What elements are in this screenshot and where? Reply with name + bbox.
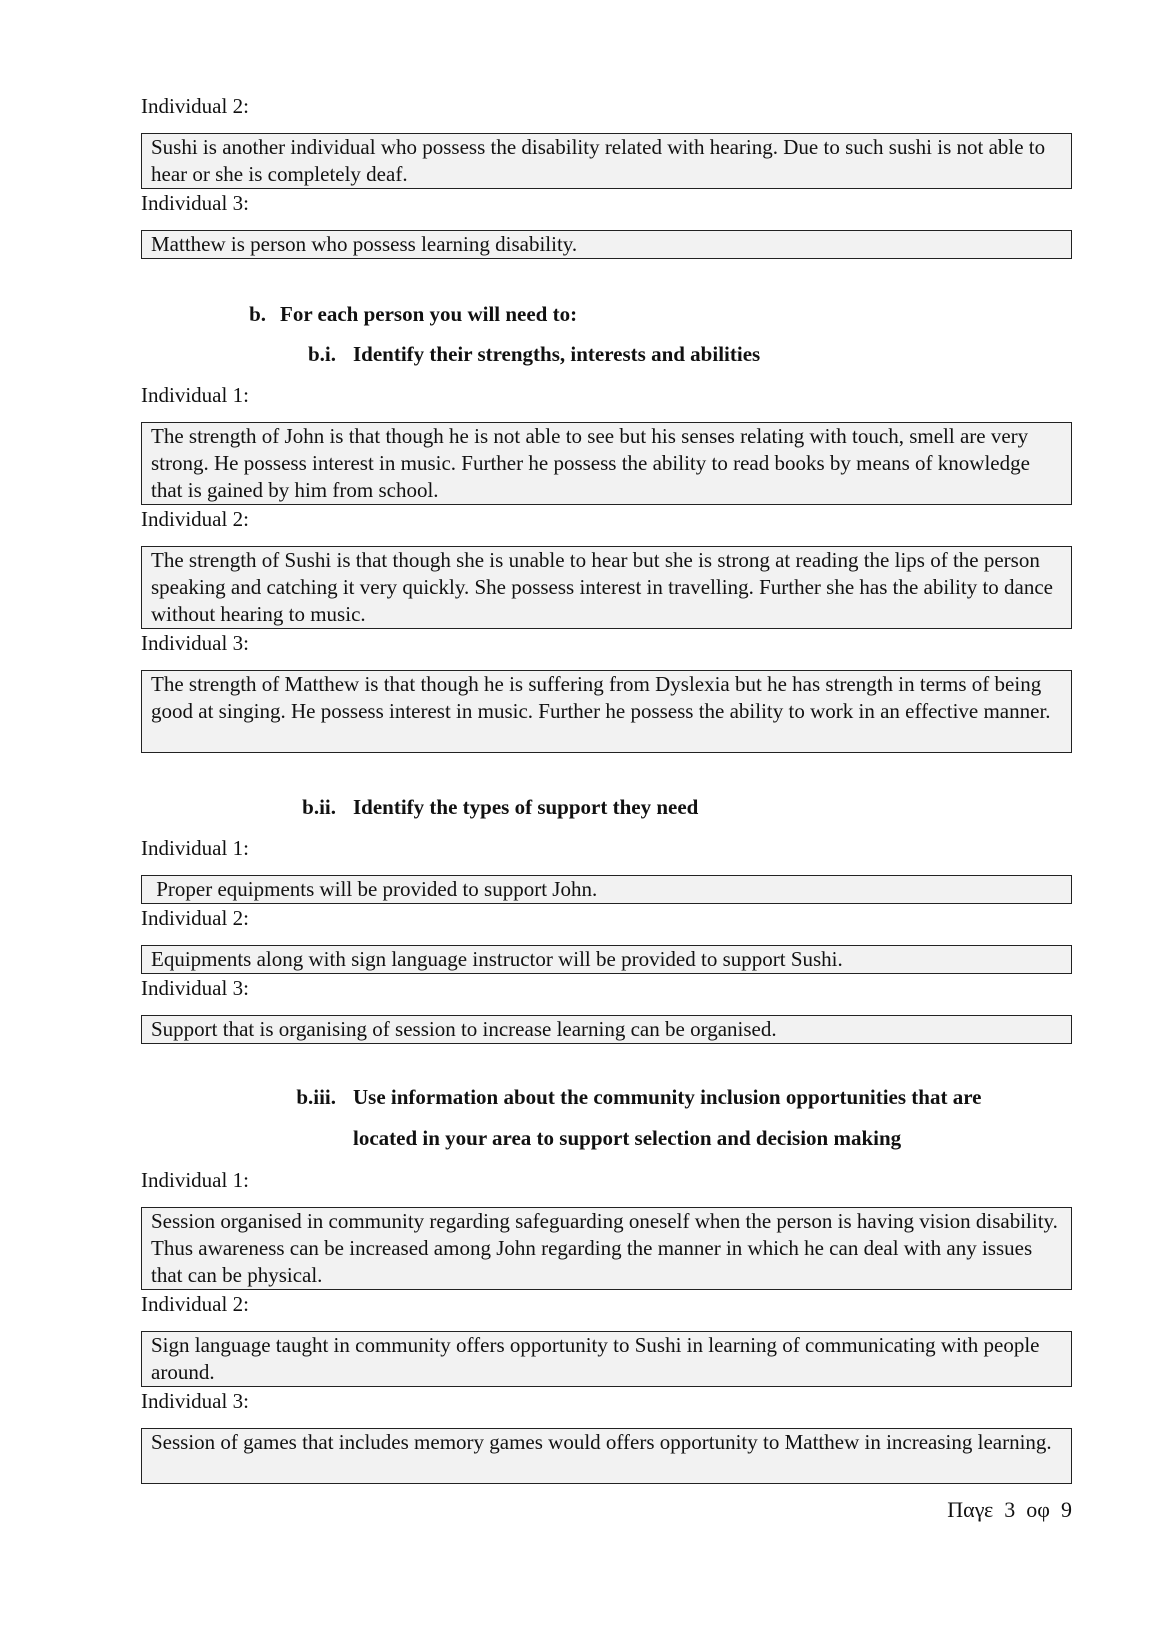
section-bi-number: b.i.: [307, 342, 336, 366]
biii-individual-1-box: Session organised in community regarding safeguarding oneself when the person is having vision disability. Thus awareness can be increased among John regarding the manner in which he can deal with any issues that can be physical.: [141, 1207, 1072, 1290]
bii-individual-2-box: Equipments along with sign language instructor will be provided to support Sushi.: [141, 945, 1072, 974]
bi-individual-2-box: The strength of Sushi is that though she is unable to hear but she is strong at reading the lips of the person speaking and catching it very quickly. She possess interest in travelling. Further she has the ability to dance without hearing to music.: [141, 546, 1072, 629]
bii-individual-3-box: Support that is organising of session to increase learning can be organised.: [141, 1015, 1072, 1044]
section-biii-heading: [290, 1084, 981, 1110]
biii-individual-1-label: Individual 1:: [141, 1168, 249, 1192]
bii-individual-3-label: Individual 3:: [141, 976, 249, 1000]
bi-individual-1-box: The strength of John is that though he is not able to see but his senses relating with touch, smell are very strong. He possess interest in music. Further he possess the ability to read books by means of knowledge that is gained by him from school.: [141, 422, 1072, 505]
section-bii-heading: [290, 794, 698, 820]
bi-individual-3-label: Individual 3:: [141, 631, 249, 655]
individual-3-label: Individual 3:: [141, 191, 249, 215]
section-bii-title: Identify the types of support they need: [353, 795, 699, 819]
biii-individual-3-label: Individual 3:: [141, 1389, 249, 1413]
section-bii-number: b.ii.: [302, 795, 336, 819]
section-biii-title-line2: located in your area to support selection and decision making: [353, 1126, 902, 1150]
bi-individual-1-label: Individual 1:: [141, 383, 249, 407]
bii-individual-1-label: Individual 1:: [141, 836, 249, 860]
section-biii-title-line1: Use information about the community inclusion opportunities that are: [353, 1085, 982, 1109]
biii-individual-2-label: Individual 2:: [141, 1292, 249, 1316]
biii-individual-3-box: Session of games that includes memory games would offers opportunity to Matthew in increasing learning.: [141, 1428, 1072, 1484]
bii-individual-2-label: Individual 2:: [141, 906, 249, 930]
individual-2-label: Individual 2:: [141, 94, 249, 118]
section-b-number: b.: [249, 302, 266, 326]
bi-individual-2-label: Individual 2:: [141, 507, 249, 531]
section-biii-number: b.iii.: [296, 1085, 336, 1109]
section-b-title: For each person you will need to:: [280, 302, 578, 326]
bii-individual-1-box: Proper equipments will be provided to support John.: [141, 875, 1072, 904]
section-b-heading: [246, 301, 577, 327]
individual-2-description-box: Sushi is another individual who possess the disability related with hearing. Due to such sushi is not able to hear or she is completely deaf.: [141, 133, 1072, 189]
biii-individual-2-box: Sign language taught in community offers opportunity to Sushi in learning of communicating with people around.: [141, 1331, 1072, 1387]
section-bi-heading: [296, 341, 760, 367]
individual-3-description-box: Matthew is person who possess learning disability.: [141, 230, 1072, 259]
section-bi-title: Identify their strengths, interests and abilities: [353, 342, 761, 366]
bi-individual-3-box: The strength of Matthew is that though he is suffering from Dyslexia but he has strength in terms of being good at singing. He possess interest in music. Further he possess the ability to work in an effective manner.: [141, 670, 1072, 753]
page-number-footer: Παγε 3 οφ 9: [947, 1497, 1072, 1522]
